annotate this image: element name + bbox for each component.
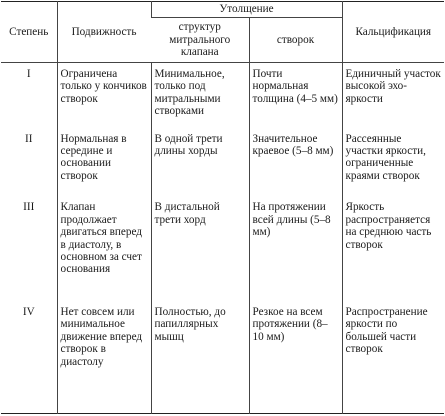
table-row — [1, 63, 444, 128]
cell-mobility: Нет совсем или минимальное движение вперед створок в диастолу — [57, 301, 151, 413]
cell-leaflets: Резкое на всем протяжении (8–10 мм) — [249, 301, 342, 413]
cell-leaflets: Значительное краевое (5–8 мм) — [249, 128, 342, 197]
header-mobility: Подвижность — [57, 2, 151, 63]
table-row — [1, 301, 444, 413]
cell-degree: III — [23, 201, 35, 214]
cell-degree: IV — [22, 306, 35, 319]
header-structures: структур митрального клапана — [151, 18, 249, 63]
cell-calcification: Единичный участок высокой эхо-яркости — [342, 63, 444, 128]
cell-calcification: Яркость распространяется на среднюю часть створок — [342, 196, 444, 301]
cell-structures: Минимальное, только под митральными створками — [151, 63, 249, 128]
cell-structures: Полностью, до папиллярных мышц — [151, 301, 249, 413]
cell-calcification: Рассеянные участки яркости, ограниченные краями створок — [342, 128, 444, 197]
table-row — [1, 128, 444, 197]
cell-calcification: Распространение яркости по большей части створок — [342, 301, 444, 413]
table-row — [1, 196, 444, 301]
header-leaflets: створок — [249, 18, 342, 63]
cell-mobility: Клапан продолжает двигаться вперед в диастолу, в основном за счет основания — [57, 196, 151, 301]
header-calcification: Кальцификация — [342, 2, 444, 63]
header-degree: Степень — [1, 2, 57, 63]
cell-structures: В дистальной трети хорд — [151, 196, 249, 301]
header-thickening: Утолщение — [151, 2, 342, 18]
cell-leaflets: На протяжении всей длины (5–8 мм) — [249, 196, 342, 301]
cell-degree: I — [26, 68, 31, 80]
cell-degree: II — [25, 132, 33, 145]
cell-mobility: Нормальная в середине и основании створок — [57, 128, 151, 197]
mitral-valve-grading-table — [1, 1, 444, 414]
cell-structures: В одной трети длины хорды — [151, 128, 249, 197]
cell-mobility: Ограничена только у кончиков створок — [57, 63, 151, 128]
cell-leaflets: Почти нормальная толщина (4–5 мм) — [249, 63, 342, 128]
